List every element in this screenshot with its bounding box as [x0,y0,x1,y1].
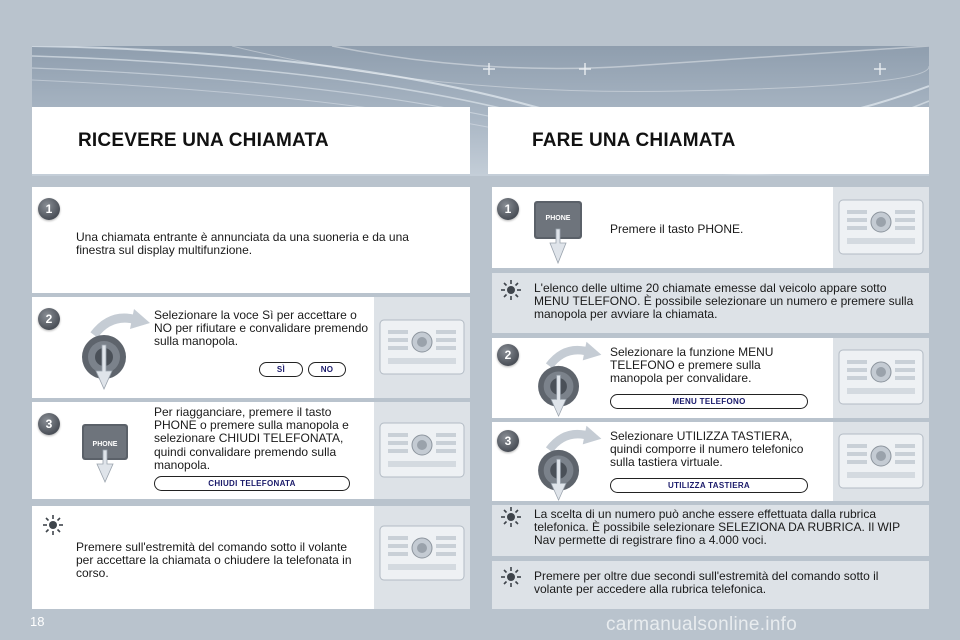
tip-lightbulb-icon [500,279,522,301]
left-step1-text: Una chiamata entrante è annunciata da una suoneria e da una finestra sul display multifunzione. [76,230,409,258]
step-number-badge: 2 [38,308,60,330]
radio-unit-icon [378,312,466,382]
radio-unit-icon [837,426,925,496]
left-step3-text: Per riagganciare, premere il tasto PHONE o premere sulla manopola e selezionare CHIUDI TELEFONATA, quindi convalidare premendo sulla manopola. [154,405,349,472]
phone-key-icon [532,197,588,265]
left-tip-text: Premere sull'estremità del comando sotto il volante per accettare la chiamata o chiudere la telefonata in corso. [76,540,352,581]
right-tip2-panel [492,505,929,556]
radio-unit-icon [378,415,466,485]
step-number-badge: 2 [497,344,519,366]
end-call-button[interactable]: CHIUDI TELEFONATA [154,476,350,491]
right-tip3-text: Premere per oltre due secondi sull'estremità del comando sotto il volante per accedere alla rubrica telefonica. [534,569,879,597]
right-step2-panel [492,338,929,418]
right-tip2-text: La scelta di un numero può anche essere effettuata dalla rubrica telefonica. È possibile selezionare SELEZIONA DA RUBRICA. Il WIP Nav permette di registrare fino a 4.000 voci. [534,507,900,548]
right-tip1-panel [492,273,929,333]
tip-lightbulb-icon [500,506,522,528]
right-step3-panel [492,422,929,501]
radio-illustration-strip [374,402,470,499]
page-number: 18 [30,614,45,629]
right-tip3-panel [492,561,929,609]
right-step1-text: Premere il tasto PHONE. [610,222,744,236]
radio-unit-icon [378,518,466,588]
rotary-knob-icon [526,338,606,418]
radio-unit-icon [837,192,925,262]
step-number-badge: 1 [38,198,60,220]
rotary-knob-icon [72,305,152,391]
right-step2-text: Selezionare la funzione MENU TELEFONO e premere sulla manopola per convalidare. [610,345,774,386]
tip-lightbulb-icon [500,566,522,588]
phone-key-icon [80,420,132,484]
left-tip-panel [32,506,470,609]
radio-illustration-strip [374,506,470,609]
yes-option-button[interactable]: SÌ [259,362,303,377]
radio-illustration-strip [833,422,929,501]
no-option-button[interactable]: NO [308,362,346,377]
utilizza-tastiera-button[interactable]: UTILIZZA TASTIERA [610,478,808,493]
radio-illustration-strip [833,338,929,418]
step-number-badge: 3 [497,430,519,452]
left-title-box [32,107,470,174]
left-section-title: RICEVERE UNA CHIAMATA [78,129,329,151]
left-step2-text: Selezionare la voce Sì per accettare o NO per rifiutare e convalidare premendo sulla manopola. [154,308,369,349]
menu-telefono-button[interactable]: MENU TELEFONO [610,394,808,409]
right-section-title: FARE UNA CHIAMATA [532,129,736,151]
right-tip1-text: L'elenco delle ultime 20 chiamate emesse dal veicolo appare sotto MENU TELEFONO. È possibile selezionare un numero e premere sulla manopola per avviare la chiamata. [534,281,914,322]
left-step2-panel [32,297,470,398]
right-step3-text: Selezionare UTILIZZA TASTIERA, quindi comporre il numero telefonico sulla tastiera virtuale. [610,429,804,470]
left-step1-panel [32,187,470,293]
rotary-knob-icon [526,422,606,502]
step-number-badge: 1 [497,198,519,220]
watermark-text: carmanualsonline.info [606,614,798,635]
tip-lightbulb-icon [42,514,64,536]
right-step1-panel [492,187,929,268]
phone-key-label: PHONE [545,215,571,222]
phone-key-label: PHONE [92,441,118,448]
right-title-box [488,107,929,174]
radio-illustration-strip [374,297,470,398]
step-number-badge: 3 [38,413,60,435]
radio-illustration-strip [833,187,929,268]
radio-unit-icon [837,342,925,412]
left-step3-panel [32,402,470,499]
